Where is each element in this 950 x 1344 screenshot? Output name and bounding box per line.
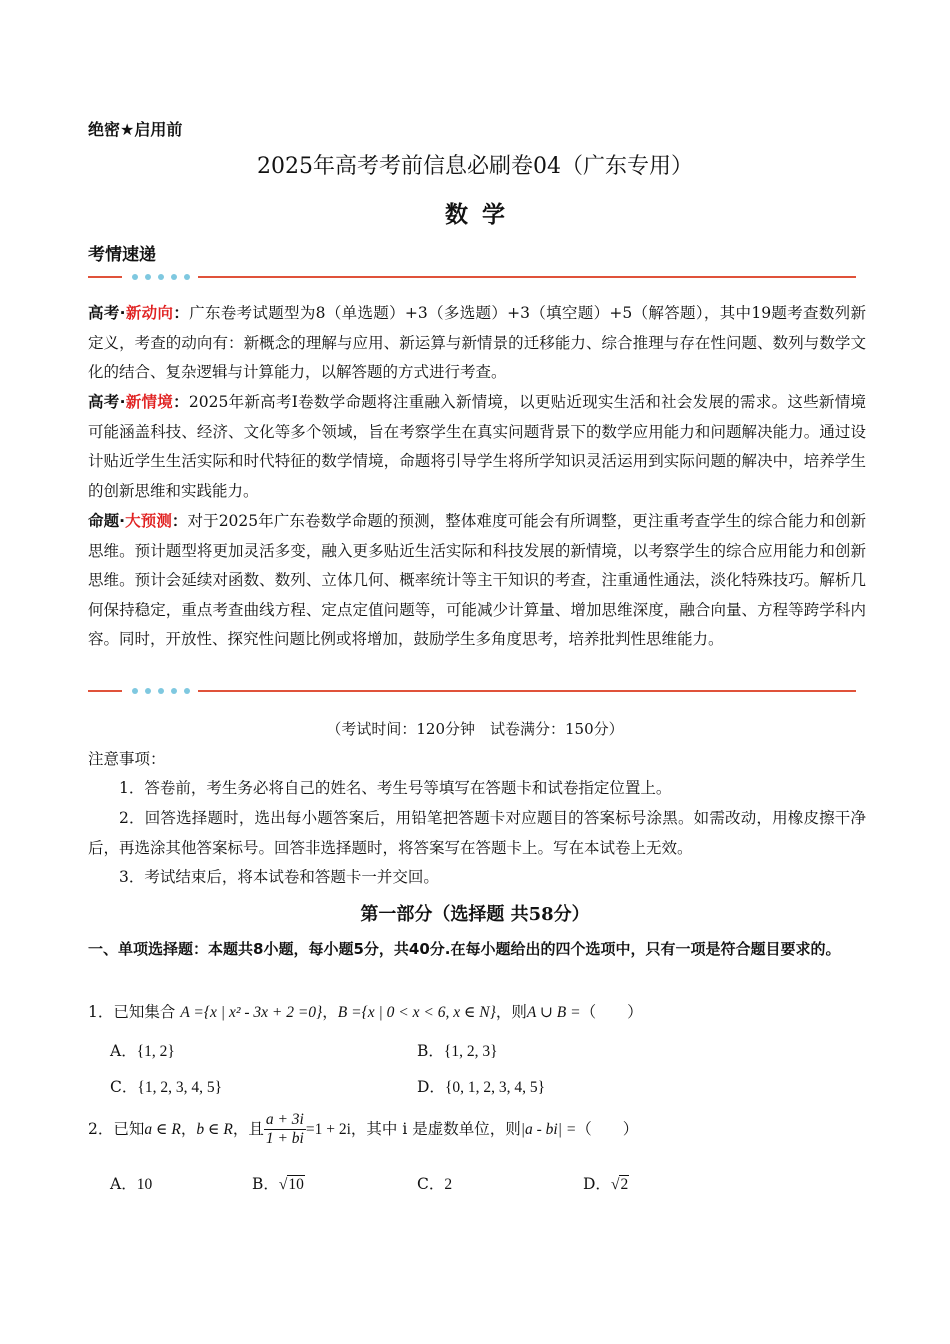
set-a-expression: A ={x | x² - 3x + 2 =0} (180, 1004, 323, 1021)
paper-title: 2025年高考考前信息必刷卷04（广东专用） (257, 154, 693, 179)
part-title: 第一部分（选择题 共58分） (360, 904, 590, 925)
overview-heading: 考情速递 (88, 245, 156, 265)
subject-title: 数学 (445, 202, 519, 228)
question-1-option-a[interactable]: A．{1, 2} (110, 1042, 175, 1060)
set-b-expression: B ={x | 0 < x < 6, x ∈ N} (337, 1004, 496, 1021)
secret-mark: 绝密★启用前 (88, 120, 183, 139)
question-1-option-c[interactable]: C．{1, 2, 3, 4, 5} (110, 1078, 223, 1096)
notice-item: 1．答卷前，考生务必将自己的姓名、考生号等填写在答题卡和试卷指定位置上。 (119, 779, 672, 797)
question-2-option-a[interactable]: A．10 (110, 1175, 153, 1193)
divider-bottom (88, 684, 856, 698)
question-2-stem: 2．已知a ∈ R，b ∈ R，且 $\frac{a + 3i}{1 + bi}$ =1 + 2i，其中 i 是虚数单位，则|a - bi| =（ ） (88, 1111, 639, 1148)
overview-text: 2025年新高考I卷数学命题将注重融入新情境，以更贴近现实生活和社会发展的需求。这些新情境可能涵盖科技、经济、文化等多个领域，旨在考察学生在真实问题背景下的数学应用能力和问题解决能力。通过设计贴近学生生活实际和时代特征的数学情境，命题将引导学生将所学知识灵活运用到实际问题的解决中，培养学生的创新思维和实践能力。 (88, 393, 866, 500)
sqrt-icon: √10 (278, 1176, 304, 1193)
modulus-expression: |a - bi| = (520, 1120, 577, 1138)
notice-title: 注意事项： (88, 750, 166, 768)
question-number: 1． (88, 1003, 114, 1021)
fraction-expression: $\frac{a + 3i}{1 + bi}$ (265, 1111, 304, 1148)
overview-label-highlight: 大预测 (125, 512, 172, 530)
question-2-option-d[interactable]: D．√2 (583, 1175, 629, 1193)
exam-info: （考试时间：120分钟 试卷满分：150分） (326, 720, 624, 738)
sqrt-icon: √2 (610, 1176, 629, 1193)
overview-label-highlight: 新情境 (125, 393, 174, 411)
overview-item-context: 高考·新情境：2025年新高考I卷数学命题将注重融入新情境，以更贴近现实生活和社会发展的需求。这些新情境可能涵盖科技、经济、文化等多个领域，旨在考察学生在真实问题背景下的数学应用能力和问题解决能力。通过设计贴近学生生活实际和时代特征的数学情境，命题将引导学生将所学知识灵活运用到实际问题的解决中，培养学生的创新思维和实践能力。 (88, 393, 866, 500)
question-number: 2． (88, 1119, 114, 1138)
divider-top (88, 270, 856, 284)
question-1-option-d[interactable]: D．{0, 1, 2, 3, 4, 5} (417, 1078, 546, 1096)
overview-text: 广东卷考试题型为8（单选题）+3（多选题）+3（填空题）+5（解答题），其中19题考查数列新定义，考查的动向有：新概念的理解与应用、新运算与新情景的迁移能力、综合推理与存在性问题、数列与数学文化的结合、复杂逻辑与计算能力，以解答题的方式进行考查。 (88, 304, 866, 382)
overview-label-prefix: 命题· (88, 512, 126, 530)
overview-label-prefix: 高考· (88, 304, 126, 322)
union-expression: A ∪ B = (526, 1004, 581, 1021)
question-2-option-c[interactable]: C．2 (417, 1175, 453, 1193)
question-1-stem: 1．已知集合 A ={x | x² - 3x + 2 =0}，B ={x | 0 < x < 6, x ∈ N}，则A ∪ B =（ ） (88, 1003, 643, 1021)
section-instruction: 一、单项选择题：本题共8小题，每小题5分，共40分.在每小题给出的四个选项中，只有一项是符合题目要求的。 (88, 940, 841, 958)
overview-label-highlight: 新动向 (125, 304, 174, 322)
overview-item-trend: 高考·新动向：广东卷考试题型为8（单选题）+3（多选题）+3（填空题）+5（解答题），其中19题考查数列新定义，考查的动向有：新概念的理解与应用、新运算与新情景的迁移能力、综合推理与存在性问题、数列与数学文化的结合、复杂逻辑与计算能力，以解答题的方式进行考查。 (88, 304, 866, 382)
notice-item: 3．考试结束后，将本试卷和答题卡一并交回。 (119, 868, 439, 886)
question-2-option-b[interactable]: B．√10 (252, 1175, 304, 1193)
overview-text: 对于2025年广东卷数学命题的预测，整体难度可能会有所调整，更注重考查学生的综合能力和创新思维。预计题型将更加灵活多变，融入更多贴近生活实际和科技发展的新情境，以考察学生的综合应用能力和创新思维。预计会延续对函数、数列、立体几何、概率统计等主干知识的考查，注重通性通法，淡化特殊技巧。解析几何保持稳定，重点考查曲线方程、定点定值问题等，可能减少计算量、增加思维深度，融合向量、方程等跨学科内容。同时，开放性、探究性问题比例或将增加，鼓励学生多角度思考，培养批判性思维能力。 (88, 512, 866, 649)
overview-item-prediction: 命题·大预测：对于2025年广东卷数学命题的预测，整体难度可能会有所调整，更注重考查学生的综合能力和创新思维。预计题型将更加灵活多变，融入更多贴近生活实际和科技发展的新情境，以考察学生的综合应用能力和创新思维。预计会延续对函数、数列、立体几何、概率统计等主干知识的考查，注重通性通法，淡化特殊技巧。解析几何保持稳定，重点考查曲线方程、定点定值问题等，可能减少计算量、增加思维深度，融合向量、方程等跨学科内容。同时，开放性、探究性问题比例或将增加，鼓励学生多角度思考，培养批判性思维能力。 (88, 512, 866, 649)
question-1-option-b[interactable]: B．{1, 2, 3} (417, 1042, 498, 1060)
overview-label-prefix: 高考· (88, 393, 126, 411)
notice-item: 2．回答选择题时，选出每小题答案后，用铅笔把答题卡对应题目的答案标号涂黑。如需改动，用橡皮擦干净后，再选涂其他答案标号。回答非选择题时，将答案写在答题卡上。写在本试卷上无效。 (88, 809, 866, 857)
